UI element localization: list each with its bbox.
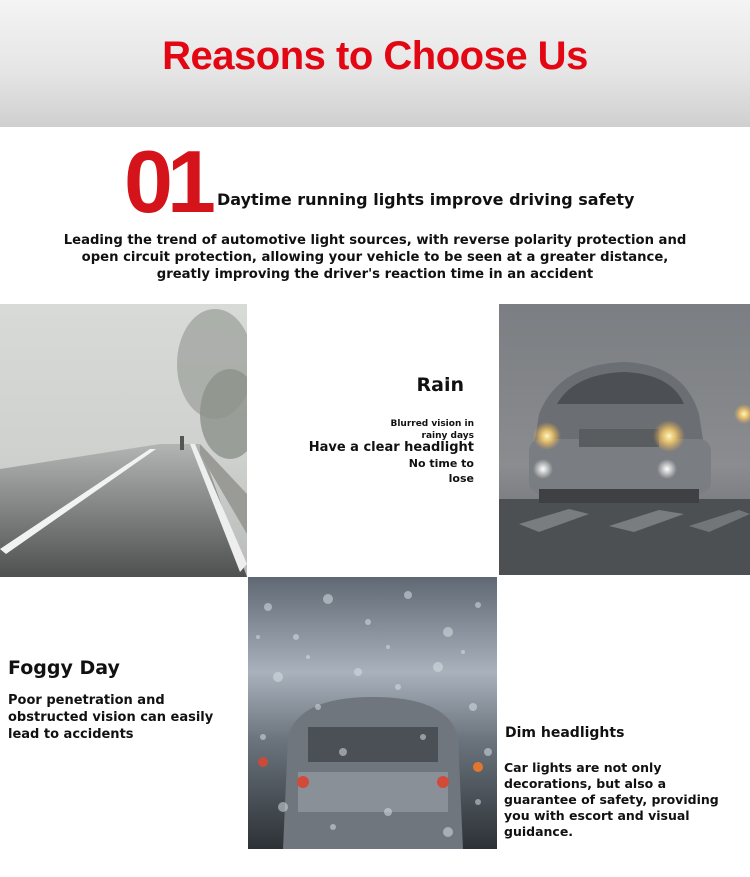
rainy-windshield-photo bbox=[248, 577, 497, 849]
dim-title: Dim headlights bbox=[505, 725, 625, 741]
page-title: Reasons to Choose Us bbox=[162, 34, 588, 78]
foggy-title: Foggy Day bbox=[8, 657, 120, 679]
feature-headline: Daytime running lights improve driving safety bbox=[217, 190, 635, 209]
rain-title: Rain bbox=[416, 374, 464, 396]
rain-tagline: Have a clear headlight bbox=[308, 440, 474, 455]
header-banner bbox=[0, 0, 750, 127]
feature-intro: Leading the trend of automotive light sources, with reverse polarity protection and open circuit protection, allowing your vehicle to be seen at a greater distance, greatly improving the driver's reaction time in an accident bbox=[63, 233, 687, 282]
dim-text: Car lights are not only decorations, but also a guarantee of safety, providing you with escort and visual guidance. bbox=[504, 760, 719, 839]
feature-number: 01 bbox=[124, 132, 210, 231]
rain-note: Blurred vision in rainy days bbox=[390, 419, 474, 441]
foggy-road-photo bbox=[0, 304, 247, 577]
foggy-text: Poor penetration and obstructed vision can easily lead to accidents bbox=[8, 693, 214, 742]
car-in-fog-photo bbox=[499, 304, 750, 575]
rain-subnote: No time to lose bbox=[408, 457, 474, 485]
